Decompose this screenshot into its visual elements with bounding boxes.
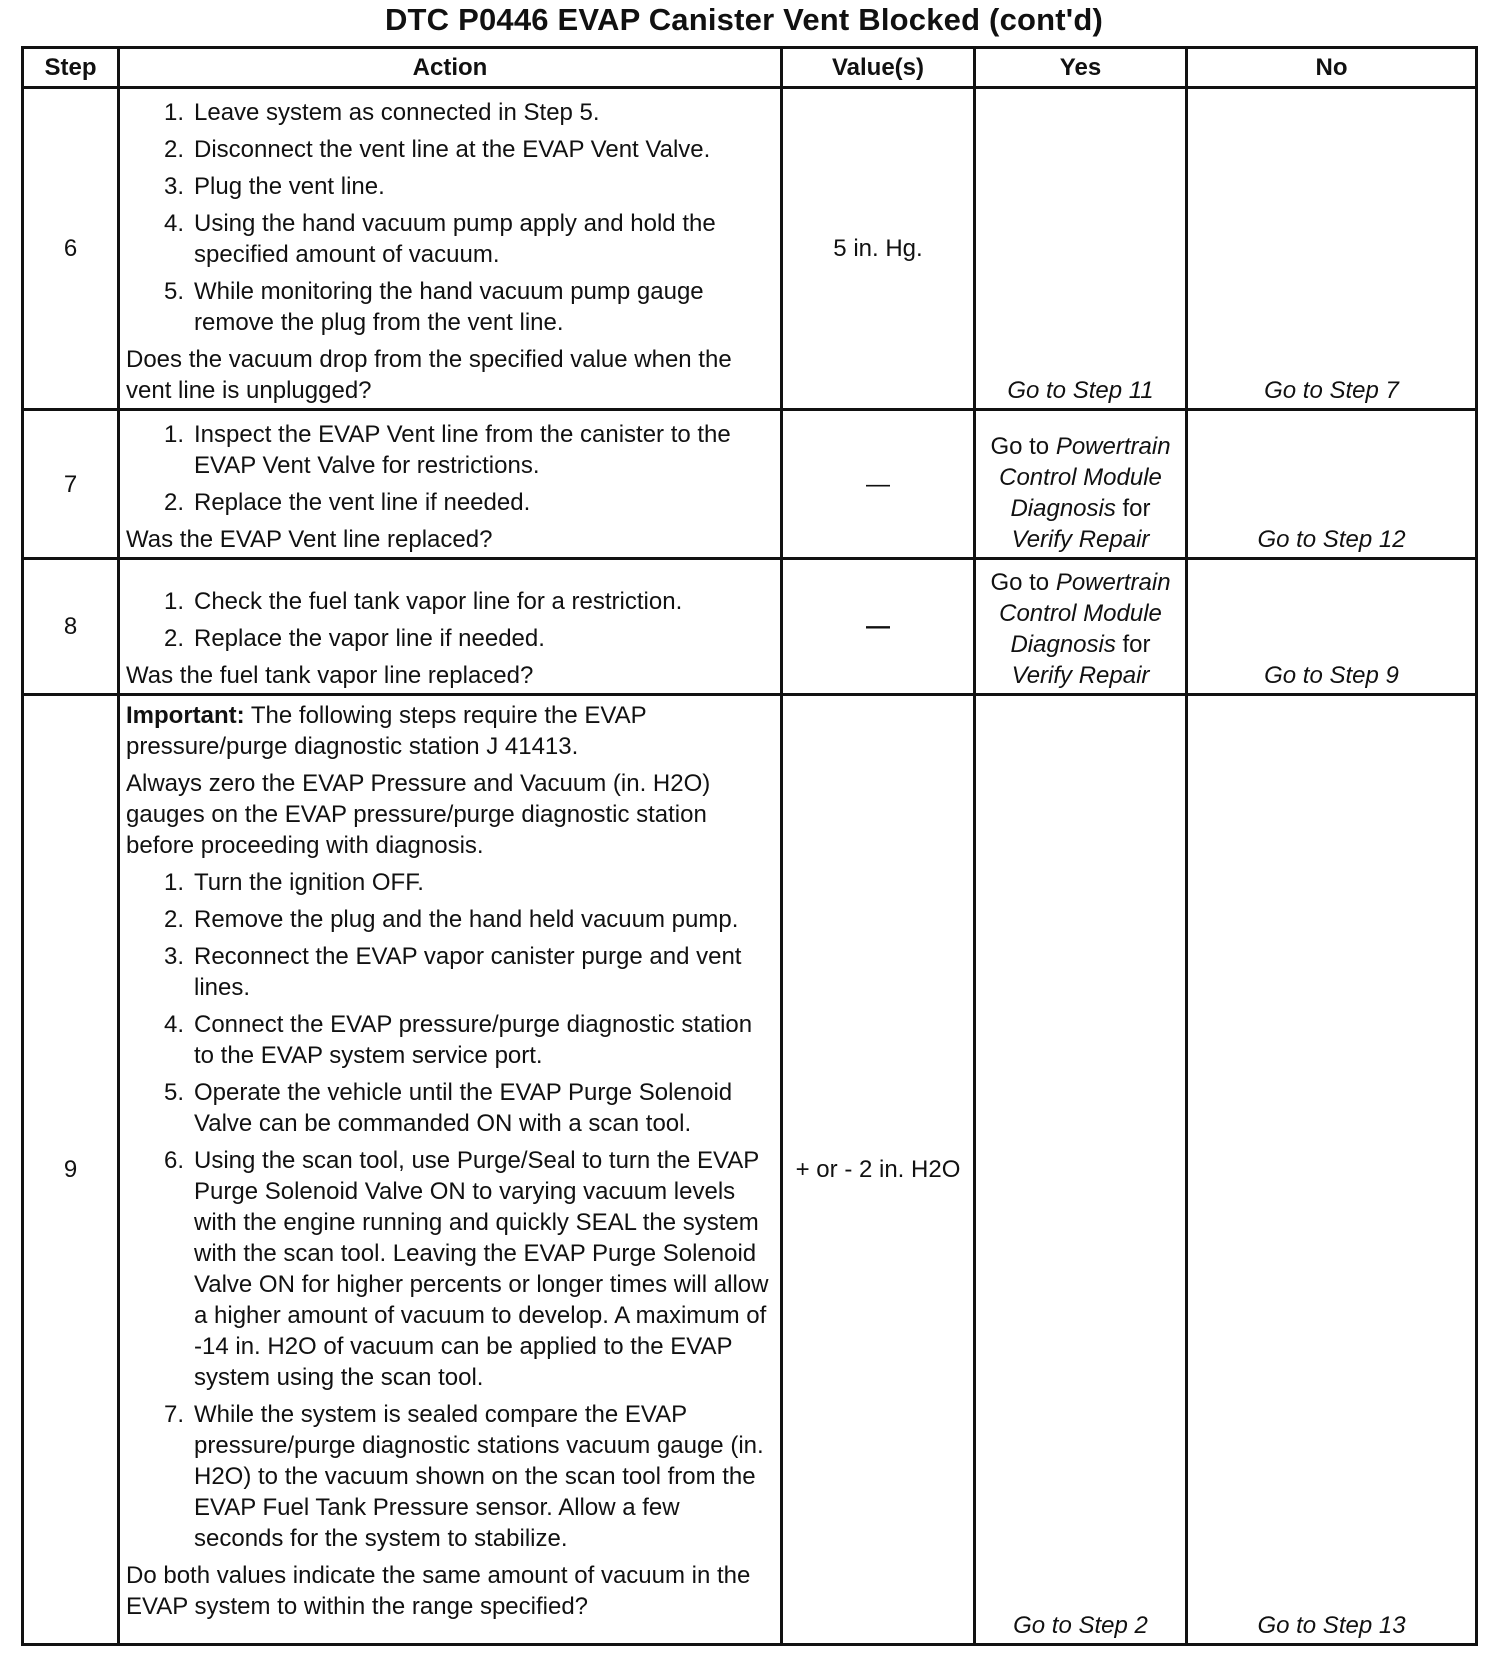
value-cell: + or - 2 in. H2O [782, 695, 975, 1645]
list-item: 3. Reconnect the EVAP vapor canister purge and vent lines. [163, 943, 742, 1001]
header-values: Value(s) [782, 48, 975, 88]
list-item: 2. Disconnect the vent line at the EVAP Vent Valve. [163, 136, 711, 163]
list-item: 4. Connect the EVAP pressure/purge diagnostic station to the EVAP system service port. [163, 1011, 753, 1069]
table-header-row [23, 48, 1477, 88]
action-question: Do both values indicate the same amount of vacuum in the EVAP system to within the range specified? [126, 1562, 751, 1620]
table-row [23, 695, 1477, 1645]
step-number: 7 [23, 410, 119, 559]
step-number: 9 [23, 695, 119, 1645]
list-item: 3. Plug the vent line. [163, 173, 385, 200]
no-cell: Go to Step 9 [1187, 559, 1477, 695]
header-action: Action [119, 48, 782, 88]
action-list [126, 97, 774, 338]
no-cell: Go to Step 7 [1187, 88, 1477, 410]
table-row [23, 88, 1477, 410]
list-item: 1. Check the fuel tank vapor line for a restriction. [163, 588, 683, 615]
value-cell: 5 in. Hg. [782, 88, 975, 410]
yes-cell: Go to Step 2 [975, 695, 1187, 1645]
action-question: Does the vacuum drop from the specified value when the vent line is unplugged? [126, 346, 732, 404]
value-cell: — [782, 410, 975, 559]
header-no: No [1187, 48, 1477, 88]
important-note: Important: The following steps require the EVAP pressure/purge diagnostic station J 41413. [126, 702, 647, 760]
header-step: Step [23, 48, 119, 88]
table-row [23, 559, 1477, 695]
value-cell: — [782, 559, 975, 695]
action-question: Was the EVAP Vent line replaced? [126, 526, 493, 553]
diagnostic-table [21, 46, 1478, 1646]
step-number: 6 [23, 88, 119, 410]
no-cell: Go to Step 12 [1187, 410, 1477, 559]
list-item: 2. Remove the plug and the hand held vacuum pump. [163, 906, 739, 933]
action-cell [119, 88, 782, 410]
action-list [126, 586, 774, 654]
action-question: Was the fuel tank vapor line replaced? [126, 662, 534, 689]
list-item: 1. Inspect the EVAP Vent line from the canister to the EVAP Vent Valve for restrictions. [163, 421, 731, 479]
list-item: 6. Using the scan tool, use Purge/Seal to turn the EVAP Purge Solenoid Valve ON to varying vacuum levels with the engine running and quickly SEAL the system with the scan tool. Leaving the EVAP Purge Solenoid Valve ON for higher percents or longer times will allow a higher amount of vacuum to develop. A maximum of -14 in. H2O of vacuum can be applied to the EVAP system using the scan tool. [163, 1147, 769, 1391]
zero-gauges-note: Always zero the EVAP Pressure and Vacuum (in. H2O) gauges on the EVAP pressure/purge diagnostic station before proceeding with diagnosis. [126, 770, 711, 859]
list-item: 1. Turn the ignition OFF. [163, 869, 424, 896]
list-item: 5. While monitoring the hand vacuum pump gauge remove the plug from the vent line. [163, 278, 704, 336]
yes-cell: Go to Powertrain Control Module Diagnosis for Verify Repair [975, 410, 1187, 559]
list-item: 2. Replace the vapor line if needed. [163, 625, 545, 652]
step-number: 8 [23, 559, 119, 695]
header-yes: Yes [975, 48, 1187, 88]
no-cell: Go to Step 13 [1187, 695, 1477, 1645]
action-cell [119, 410, 782, 559]
action-cell [119, 695, 782, 1645]
list-item: 2. Replace the vent line if needed. [163, 489, 531, 516]
list-item: 7. While the system is sealed compare the EVAP pressure/purge diagnostic stations vacuum gauge (in. H2O) to the vacuum shown on the scan tool from the EVAP Fuel Tank Pressure sensor. Allow a few seconds for the system to stabilize. [163, 1401, 764, 1552]
action-cell [119, 559, 782, 695]
list-item: 4. Using the hand vacuum pump apply and hold the specified amount of vacuum. [163, 210, 716, 268]
table-row [23, 410, 1477, 559]
page-title: DTC P0446 EVAP Canister Vent Blocked (cont'd) [384, 2, 1104, 37]
action-list [126, 867, 774, 1554]
yes-cell: Go to Powertrain Control Module Diagnosis for Verify Repair [975, 559, 1187, 695]
list-item: 1. Leave system as connected in Step 5. [163, 99, 600, 126]
action-list [126, 419, 774, 518]
list-item: 5. Operate the vehicle until the EVAP Purge Solenoid Valve can be commanded ON with a scan tool. [163, 1079, 733, 1137]
yes-cell: Go to Step 11 [975, 88, 1187, 410]
